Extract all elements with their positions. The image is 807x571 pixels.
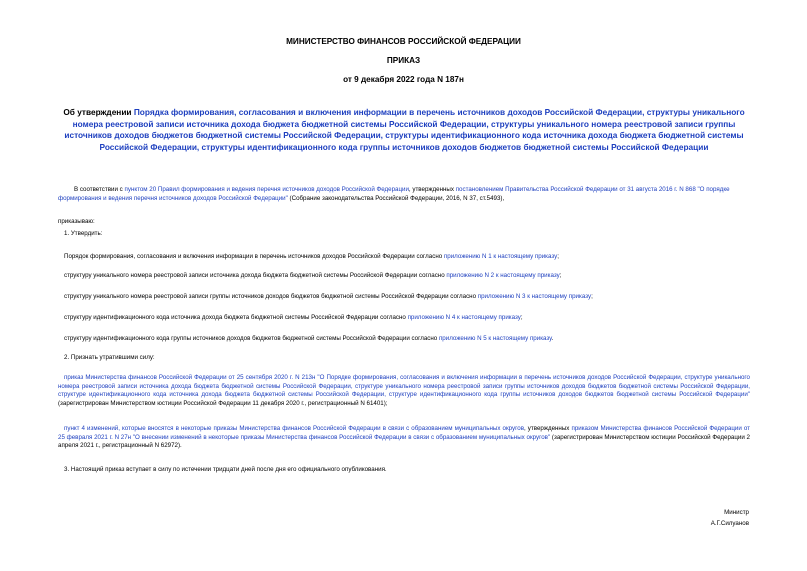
preamble-link-decree[interactable]: постановлением Правительства Российской Федерации от 31 августа 2016 г. N 868 "О порядке формирования и ведения перечня источников доходов Российской Федерации" [58, 186, 730, 202]
order-27n-link[interactable]: приказом Министерства финансов Российской Федерации от 25 февраля 2021 г. N 27н "О внесении изменений в некоторые приказы Министерства финансов Российской Федерации в связи с образованием муниципальных округов" [58, 425, 750, 441]
title-prefix: Об утверждении [63, 107, 134, 117]
item-1: 1. Утвердить: [64, 230, 103, 237]
item-3: 3. Настоящий приказ вступает в силу по истечении тридцати дней после дня его официального опубликования. [64, 466, 387, 473]
repeal-1-text: (зарегистрирован Министерством юстиции Российской Федерации 11 декабря 2020 г., регистрационный N 61401); [58, 400, 388, 408]
preamble-text-3: (Собрание законодательства Российской Федерации, 2016, N 37, ст.5493), [287, 194, 505, 202]
preamble-link-rules[interactable]: пунктом 20 Правил формирования и ведения перечня источников доходов Российской Федерации [124, 186, 409, 193]
ministry-heading: МИНИСТЕРСТВО ФИНАНСОВ РОССИЙСКОЙ ФЕДЕРАЦИИ [286, 37, 521, 46]
repeal-2-text-1: , утвержденных [524, 425, 572, 432]
doc-date-heading: от 9 декабря 2022 года N 187н [343, 75, 464, 84]
approve-item-4: структуру идентификационного кода источника дохода бюджета бюджетной системы Российской Федерации согласно приложению N 4 к настоящему приказу; [64, 314, 523, 321]
signature-position: Министр [724, 509, 749, 516]
appendix-4-link[interactable]: приложению N 4 к настоящему приказу [407, 314, 521, 321]
preamble-text-2: , утвержденных [408, 186, 456, 193]
repeal-2-text-2: (зарегистрирован Министерством юстиции Российской Федерации 2 апреля 2021 г., регистрационный N 62972). [58, 433, 750, 450]
appendix-1-link[interactable]: приложению N 1 к настоящему приказу [443, 253, 558, 260]
approve-item-3: структуру уникального номера реестровой записи группы источников доходов бюджетов бюджетной системы Российской Федерации согласно приложению N 3 к настоящему приказу; [64, 293, 593, 300]
approve-item-1: Порядок формирования, согласования и включения информации в перечень источников доходов Российской Федерации согласно приложению N 1 к настоящему приказу; [64, 253, 559, 260]
repeal-paragraph-1 [58, 374, 750, 409]
document-title [58, 107, 750, 153]
changes-item-4-link[interactable]: пункт 4 изменений, которые вносятся в некоторые приказы Министерства финансов Российской Федерации в связи с образованием муниципальных округов [64, 425, 524, 432]
doc-type-heading: ПРИКАЗ [386, 56, 421, 65]
order-213n-link[interactable]: приказ Министерства финансов Российской Федерации от 25 сентября 2020 г. N 213н "О Порядке формирования, согласования и включения информации в перечень источников доходов Российской Федерации, структуре уникального номера реестровой записи источника дохода бюджета бюджетной системы Российской Федерации, структуре уникального номера реестровой записи группы источников доходов бюджетов бюджетной системы Российской Федерации, структуре идентификационного кода источника дохода бюджета бюджетной системы Российской Федерации, структуре идентификационного кода группы источников доходов бюджетов бюджетной системы Российской Федерации" [58, 374, 750, 399]
approve-item-5: структуру идентификационного кода группы источников доходов бюджетов бюджетной системы Российской Федерации согласно приложению N 5 к настоящему приказу. [64, 335, 554, 342]
appendix-2-link[interactable]: приложению N 2 к настоящему приказу [446, 272, 560, 279]
preamble-text-1: В соответствии с [74, 186, 125, 193]
appendix-5-link[interactable]: приложению N 5 к настоящему приказу [438, 335, 552, 342]
title-link[interactable]: Порядка формирования, согласования и включения информации в перечень источников доходов Российской Федерации, структуры уникального номера реестровой записи источника дохода бюджета бюджетной системы Российской Федерации, структуры уникального номера реестровой записи группы источников доходов бюджетов бюджетной системы Российской Федерации, структуры идентификационного кода источника дохода бюджета бюджетной системы Российской Федерации, структуры идентификационного кода группы источников доходов бюджетов бюджетной системы Российской Федерации [64, 107, 745, 152]
appendix-3-link[interactable]: приложению N 3 к настоящему приказу [477, 293, 592, 300]
item-2: 2. Признать утратившими силу: [64, 354, 155, 361]
preamble-paragraph [58, 186, 750, 203]
order-word: приказываю: [58, 218, 95, 225]
approve-item-2: структуру уникального номера реестровой записи источника дохода бюджета бюджетной системы Российской Федерации согласно приложению N 2 к настоящему приказу; [64, 272, 562, 279]
repeal-paragraph-2 [58, 425, 750, 451]
signature-name: А.Г.Силуанов [710, 520, 749, 527]
